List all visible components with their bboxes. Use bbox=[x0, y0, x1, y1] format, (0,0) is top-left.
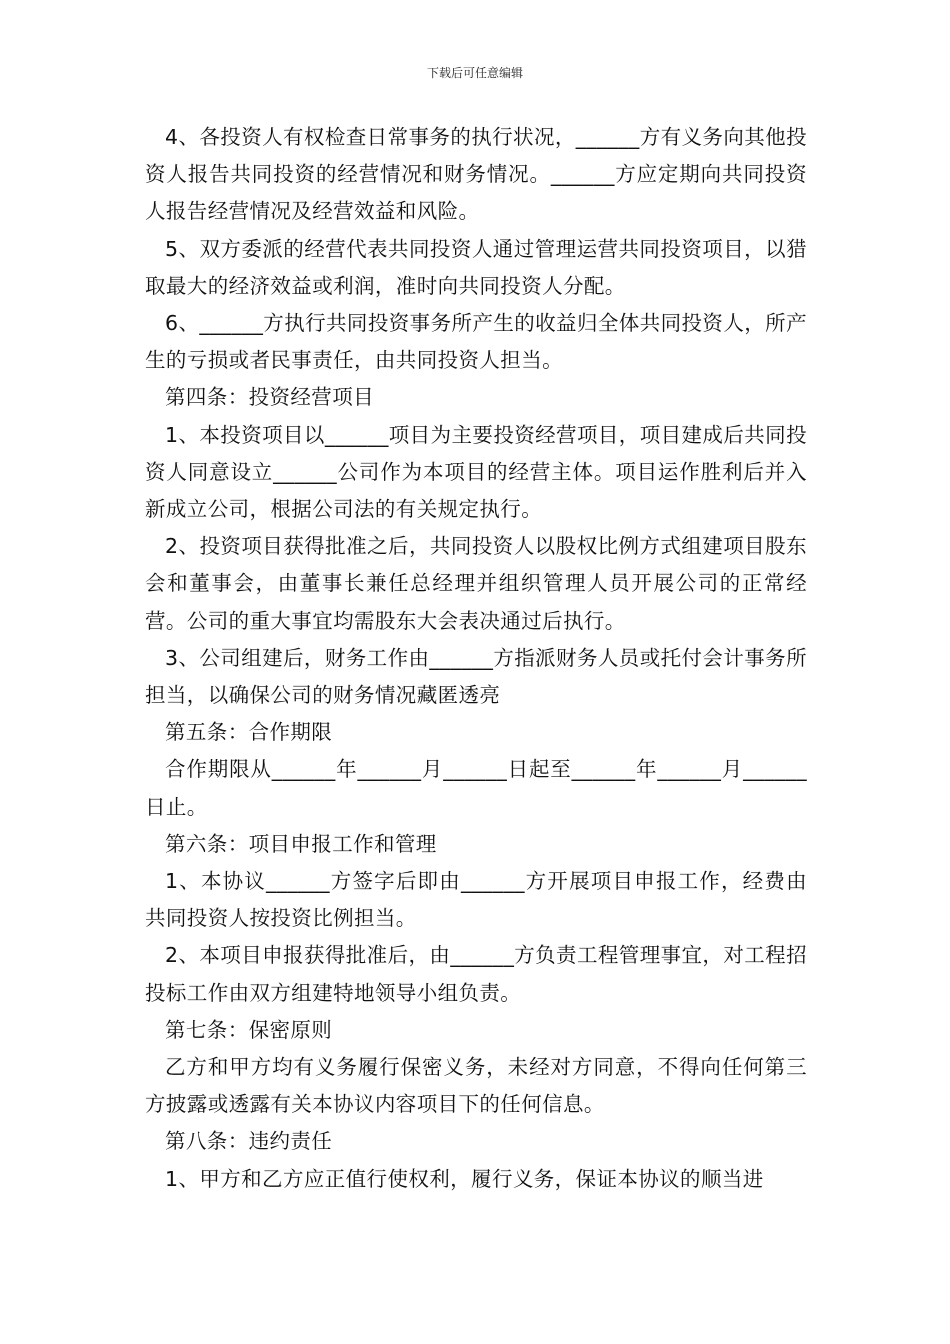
article-5-text: 合作期限从______年______月______日起至______年______月______日止。 bbox=[145, 757, 807, 819]
article-7-text: 乙方和甲方均有义务履行保密义务，未经对方同意，不得向任何第三方披露或透露有关本协议内容项目下的任何信息。 bbox=[145, 1055, 807, 1117]
article-5-heading: 第五条：合作期限 bbox=[165, 720, 333, 745]
article-4-item-2: 2、投资项目获得批准之后，共同投资人以股权比例方式组建项目股东会和董事会，由董事长兼任总经理并组织管理人员开展公司的正常经营。公司的重大事宜均需股东大会表决通过后执行。 bbox=[145, 534, 807, 633]
article-4-item-3: 3、公司组建后，财务工作由______方指派财务人员或托付会计事务所担当，以确保公司的财务情况藏匿透亮 bbox=[145, 645, 807, 708]
article-6-item-1: 1、本协议______方签字后即由______方开展项目申报工作，经费由共同投资人按投资比例担当。 bbox=[145, 869, 807, 931]
article-6-item-2: 2、本项目申报获得批准后，由______方负责工程管理事宜，对工程招投标工作由双方组建特地领导小组负责。 bbox=[145, 943, 807, 1005]
article-8-heading: 第八条：违约责任 bbox=[165, 1129, 333, 1154]
clause-4-paragraph: 4、各投资人有权检查日常事务的执行状况，______方有义务向其他投资人报告共同投资的经营情况和财务情况。______方应定期向共同投资人报告经营情况及经营效益和风险。 bbox=[145, 125, 807, 224]
clause-5-paragraph: 5、双方委派的经营代表共同投资人通过管理运营共同投资项目，以猎取最大的经济效益或利润，准时向共同投资人分配。 bbox=[145, 236, 807, 298]
article-8-item-1: 1、甲方和乙方应正值行使权利，履行义务，保证本协议的顺当进 bbox=[165, 1166, 764, 1191]
clause-6-paragraph: 6、______方执行共同投资事务所产生的收益归全体共同投资人，所产生的亏损或者民事责任，由共同投资人担当。 bbox=[145, 311, 807, 373]
article-7-heading: 第七条：保密原则 bbox=[165, 1017, 333, 1042]
page-header: 下载后可任意编辑 bbox=[426, 66, 523, 80]
article-6-heading: 第六条：项目申报工作和管理 bbox=[165, 831, 437, 856]
document-body bbox=[145, 119, 807, 1198]
article-4-item-1: 1、本投资项目以______项目为主要投资经营项目，项目建成后共同投资人同意设立______公司作为本项目的经营主体。项目运作胜利后并入新成立公司，根据公司法的有关规定执行。 bbox=[145, 422, 807, 522]
article-4-heading: 第四条：投资经营项目 bbox=[165, 385, 374, 410]
